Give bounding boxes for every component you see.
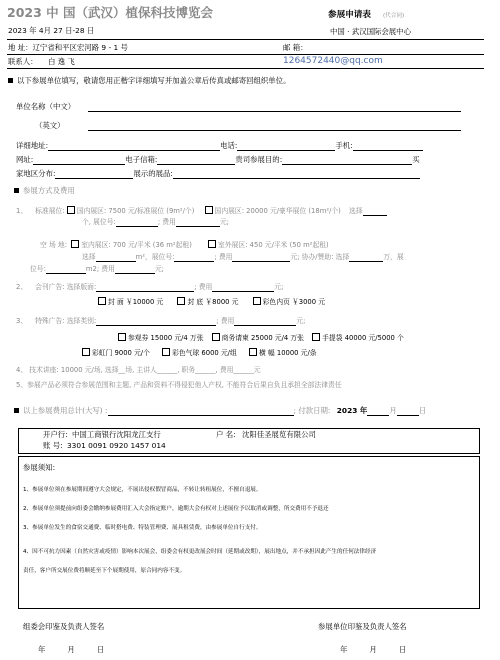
section-title-fees: 参展方式及费用 [14,186,75,196]
std-fee-field[interactable] [176,217,220,227]
expo-title: 2023 中 国（武汉）植保科技博览会 [7,5,213,20]
raw-space-row3: 位号: m2; 费用 元; [30,265,164,273]
company-name-cn-label: 单位名称（中文） [16,102,76,111]
expo-date: 2023 年 4月 27 日-28 日 [8,26,95,35]
mail-label: 电子信箱: [125,155,158,164]
postcode-label: 邮 箱： [283,43,308,52]
organizer-address: 辽宁省和平区宏河路 9 - 1 号 [32,43,128,52]
special-row: 3、 特殊广告: 选择类别: ; 费用 元; [16,317,306,325]
terms-box [18,456,480,609]
addr-row [16,141,423,151]
account-number: 3301 0091 0920 1457 014 [66,441,166,450]
exhibits-label: 展示的展品: [133,169,173,178]
special-options-1: 参观券 15000 元/4 万张 商务请柬 25000 元/4 万张 手提袋 40000 元/5000 个 [118,333,404,343]
checkbox-banner[interactable] [249,348,257,356]
raw-space-label: 空 场 地: [40,241,68,249]
raw-space-row2: 选择 m²，展位号: ; 费用 元; 协办/赞助: 选择 万，展 [82,253,404,261]
std-booth-label: 标准展位: [35,207,65,215]
special-fee-field[interactable] [234,316,296,326]
organizer-signature-label: 组委会印鉴及负责人签名 [23,622,105,631]
web-field[interactable] [33,155,125,165]
tel-label: 电话: [220,141,238,150]
organizer-sign-date: 年 月 日 [38,645,105,654]
address-label: 地 址： [8,43,33,52]
total-amount-field[interactable] [108,406,294,416]
bullet-icon [14,408,19,413]
bank-open-row [43,430,161,440]
checkbox-std-lux[interactable] [205,206,213,214]
ads-options: 封 面 ￥10000 元 封 底 ￥8000 元 彩色内页 ￥3000 元 [98,297,325,307]
raw-fee-field[interactable] [232,252,290,262]
form-note: (代合同) [383,13,405,19]
checkbox-balloon[interactable] [162,348,170,356]
address-line [8,43,128,53]
terms-title: 参展须知: [23,463,56,472]
company-name-en-field[interactable] [88,130,461,131]
contact-label: 联系人： [8,57,38,66]
booth-std-row2: 个, 展位号: ; 费用 元; [82,218,229,226]
term-4-cont: 责任，客户所交展位费将顺延至下个展期使用，原合同内容不变。 [23,568,186,574]
addr-field[interactable] [48,141,220,151]
checkbox-std-domestic[interactable] [67,206,75,214]
sponsor-booth-no-field[interactable] [46,264,86,274]
total-label: 以上参展费用总计(大写) : [23,406,108,415]
compliance-note: 5、参展产品必须符合参展范围和主题, 产品和资料不得侵犯他人产权, 不能符合后果自负且承担全部法律责任 [16,381,342,389]
expo-venue: 中国 · 武汉国际会展中心 [330,27,411,36]
ads-fee-field[interactable] [212,282,274,292]
exhibits-field[interactable] [173,169,420,179]
total-row: 以上参展费用总计(大写) : ; 付款日期: 2023 年 月 日 [14,406,426,416]
checkbox-ticket[interactable] [118,333,126,341]
term-2: 2、参展单位须提前向组委会缴纳参展费用汇入大会指定账户，逾期大会有权对上述展位予以取消或调整，所交费用不予退还 [23,506,329,512]
region-field[interactable] [55,169,133,179]
web-label: 网址: [16,155,34,164]
bank-name: 中国工商银行沈阳龙江支行 [72,430,161,439]
term-1: 1、参展单位须在参展期间遵守大会规定，不展出侵权假冒商品，不转让转租展位，不擅自退展。 [23,487,262,493]
purpose-label: 贵司参展目的: [235,155,283,164]
account-name-label: 户 名: [216,430,236,439]
addr-label: 详细地址: [16,141,49,150]
ads-page-field[interactable] [96,282,194,292]
web-row: 网址: 电子信箱: 贵司参展目的: 买 [16,155,420,164]
special-options-2: 彩虹门 9000 元/个 彩色气球 6000 元/组 横 幅 10000 元/条 [82,348,317,358]
exhibitor-sign-date: 年 月 日 [340,645,407,654]
contact-line [8,57,75,67]
account-row [43,441,166,451]
exhibitor-signature-label: 参展单位印鉴及负责人签名 [318,622,407,631]
term-4: 4、因不可抗力因素（自然灾害或疫情）影响本次展会，组委会有权更改展会时间（延期或改期），展出地点，并不承担因此产生的任何法律经济 [23,549,377,555]
tel-field[interactable] [237,141,335,151]
special-label: 特殊广告: 选择类别: [35,317,97,325]
term-3: 3、参展单位发生的食宿交通费、临时搭电费、特装管理费、展具租赁费，由参展单位自行支付。 [23,525,262,531]
account-label: 账 号: [43,441,63,450]
raw-area-field[interactable] [96,252,136,262]
contact-email[interactable]: 1264572440@qq.com [283,56,383,66]
bullet-icon [8,78,13,83]
account-name-row [216,430,316,440]
checkbox-arch[interactable] [82,348,90,356]
checkbox-ads-cover[interactable] [98,297,106,305]
special-type-field[interactable] [96,316,216,326]
bank-open-label: 开户行: [43,430,68,439]
ads-row: 2、 会刊广告: 选择版面: ; 费用 元; [16,283,284,291]
contact-name: 白 逸 飞 [47,57,75,66]
sponsor-fee-field[interactable] [115,264,155,274]
pay-day-field[interactable] [397,406,419,416]
region-label: 家地区分布: [16,169,56,178]
form-title: 参展申请表 [328,10,371,20]
checkbox-ads-back[interactable] [177,297,185,305]
checkbox-raw-indoor[interactable] [71,240,79,248]
checkbox-ads-inner[interactable] [253,297,261,305]
mobile-field[interactable] [353,141,423,151]
intro-text: 以下参展单位填写，敬请您用正楷字详细填写并加盖公章后传真或邮寄回组织单位。 [8,76,290,86]
purpose-field[interactable] [282,155,412,165]
booth-std-row: 1、 标准展位: 国内展区: 7500 元/标准展位 (9m²/个) 国内展区: 20000 元/豪华展位 (18m²/个) 选择 [16,206,387,216]
std-qty-field[interactable] [363,206,387,216]
company-name-cn-field[interactable] [88,111,461,112]
checkbox-raw-outdoor[interactable] [208,240,216,248]
mail-field[interactable] [157,155,235,165]
company-name-en-label: （英文） [35,121,65,130]
raw-booth-no-field[interactable] [174,252,214,262]
checkbox-invite[interactable] [212,333,220,341]
account-name: 沈阳佳圣展览有限公司 [241,430,316,439]
checkbox-bag[interactable] [312,333,320,341]
region-row [16,169,420,179]
pay-month-field[interactable] [367,406,389,416]
ads-label: 会刊广告: 选择版面: [35,283,97,291]
mobile-label: 手机: [335,141,353,150]
raw-space-row: 空 场 地: 室内展区: 700 元/平米 (36 m²起租) 室外展区: 450 元/平米 (50 m²起租) [40,241,329,249]
sponsor-field[interactable] [349,252,383,262]
lecture-note: 4、 技术讲座: 10000 元/场, 选择__场, 主讲人______, 职务______, 费用______元 [16,366,261,374]
bullet-icon [14,188,19,193]
std-booth-no-field[interactable] [116,217,158,227]
company-name-cn-row [16,102,75,112]
